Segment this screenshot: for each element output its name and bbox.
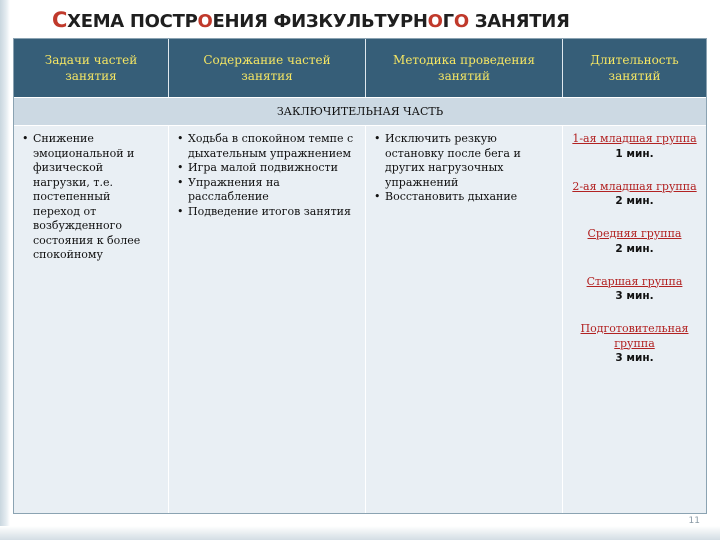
slide-bottom-border bbox=[0, 526, 720, 540]
group-time: 2 мин. bbox=[615, 195, 654, 207]
title-first-letter: С bbox=[52, 8, 68, 32]
slide-left-border bbox=[0, 0, 10, 540]
title-part: ЕНИЯ ФИЗКУЛЬТУРН bbox=[212, 11, 428, 32]
title-highlight: О bbox=[197, 11, 213, 32]
group-name-link[interactable]: Подготовительная группа bbox=[580, 322, 689, 350]
content-cell bbox=[169, 126, 366, 513]
group-name-link[interactable]: Старшая группа bbox=[586, 274, 683, 288]
title-part: ХЕМА ПОСТР bbox=[67, 11, 198, 32]
group-name-link[interactable]: 1-ая младшая группа bbox=[572, 132, 697, 145]
title-part: Г bbox=[442, 11, 454, 32]
title-highlight: О bbox=[427, 11, 443, 32]
duration-group bbox=[571, 275, 698, 305]
group-name-link[interactable]: Средняя группа bbox=[587, 227, 682, 240]
duration-group bbox=[571, 132, 698, 162]
group-time: 2 мин. bbox=[615, 242, 654, 255]
list-item: • Восстановить дыхание bbox=[374, 190, 554, 205]
duration-group bbox=[571, 322, 698, 366]
group-name-link[interactable]: 2-ая младшая группа bbox=[572, 179, 697, 193]
title-highlight: О bbox=[453, 11, 469, 32]
list-item: • Подведение итогов занятия bbox=[177, 205, 357, 220]
duration-cell bbox=[563, 126, 706, 513]
header-tasks: Задачи частей занятия bbox=[14, 39, 169, 97]
header-duration: Длительность занятий bbox=[590, 53, 679, 83]
table-body-row bbox=[14, 126, 706, 513]
header-content: Содержание частей занятия bbox=[169, 39, 366, 97]
list-item: • Игра малой подвижности bbox=[177, 161, 357, 176]
title-part: ЗАНЯТИЯ bbox=[468, 11, 570, 32]
table-header-row bbox=[14, 39, 706, 97]
content-list bbox=[177, 132, 357, 219]
slide-title bbox=[52, 8, 692, 36]
list-item: • Снижение эмоциональной и физической нагрузки, т.е. постепенный переход от возбужденного состояния к более спокойному bbox=[22, 132, 160, 263]
group-time: 3 мин. bbox=[615, 352, 654, 364]
duration-group bbox=[571, 227, 698, 257]
list-item: • Ходьба в спокойном темпе с дыхательным упражнением bbox=[177, 132, 357, 161]
duration-group bbox=[571, 180, 698, 210]
list-item: • Исключить резкую остановку после бега и других нагрузочных упражнений bbox=[374, 132, 554, 190]
methods-cell bbox=[366, 126, 563, 513]
page-number: 11 bbox=[688, 516, 700, 526]
tasks-list bbox=[22, 132, 160, 263]
section-title-row: ЗАКЛЮЧИТЕЛЬНАЯ ЧАСТЬ bbox=[14, 97, 706, 126]
methods-list bbox=[374, 132, 554, 205]
list-item: • Упражнения на расслабление bbox=[177, 176, 357, 205]
group-time: 1 мин. bbox=[615, 147, 654, 160]
header-methods: Методика проведения занятий bbox=[366, 39, 563, 97]
lesson-scheme-table bbox=[13, 38, 707, 514]
group-time: 3 мин. bbox=[615, 290, 654, 302]
tasks-cell bbox=[14, 126, 169, 513]
